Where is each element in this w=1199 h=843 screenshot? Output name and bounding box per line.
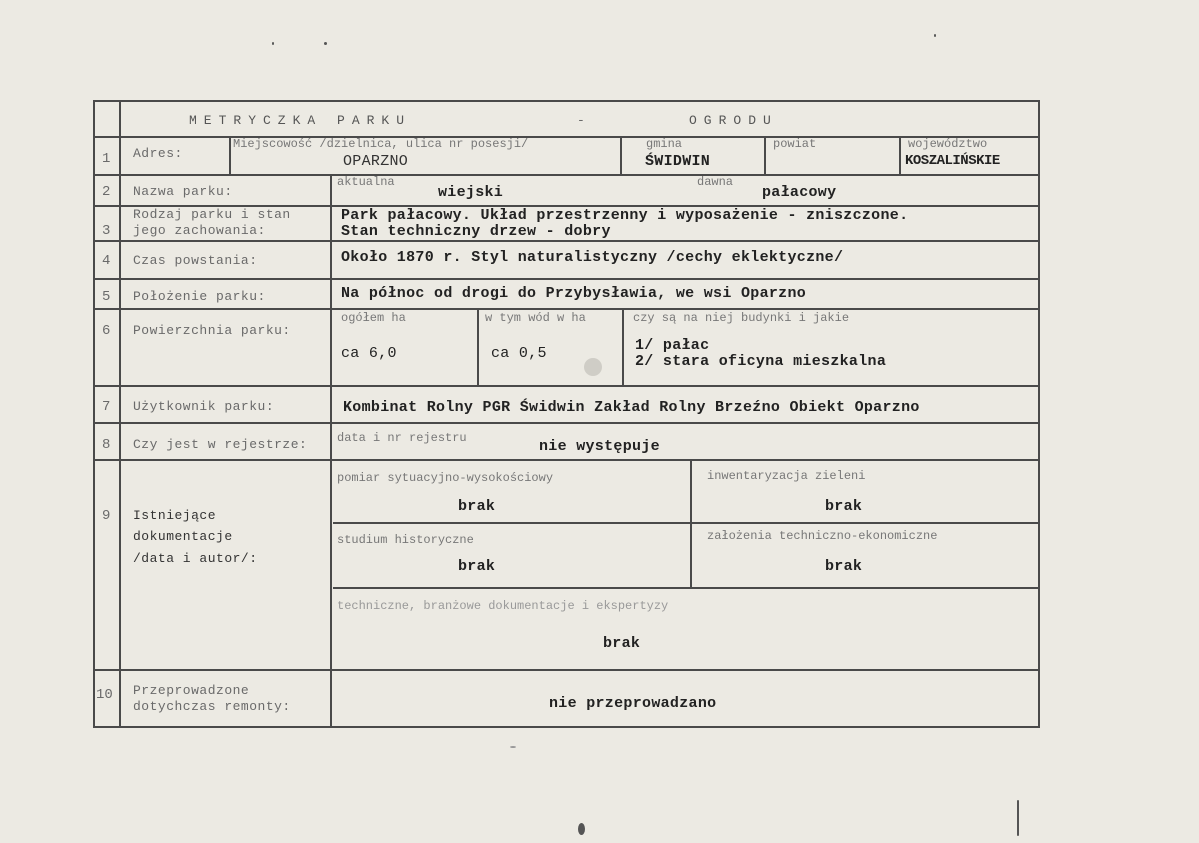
water-area-label: w tym wód w ha xyxy=(485,311,586,325)
former-name-value: pałacowy xyxy=(762,184,837,201)
commune-label: gmina xyxy=(646,137,683,151)
renovations-label: Przeprowadzone xyxy=(133,683,250,698)
former-name-label: dawna xyxy=(697,175,734,189)
voivodeship-value: KOSZALIŃSKIE xyxy=(905,153,1000,169)
rule xyxy=(622,308,624,385)
paper-speck xyxy=(272,42,274,45)
buildings-value: 2/ stara oficyna mieszkalna xyxy=(635,353,887,370)
row-number: 8 xyxy=(102,437,111,453)
rule xyxy=(333,522,1040,524)
rule xyxy=(119,100,121,728)
renovations-value: nie przeprowadzano xyxy=(549,695,717,712)
renovations-label: dotychczas remonty: xyxy=(133,699,291,714)
paper-speck xyxy=(324,42,327,45)
voivodeship-label: województwo xyxy=(908,137,988,151)
form-title-left: METRYCZKA PARKU xyxy=(189,113,412,128)
survey-value: brak xyxy=(458,498,496,515)
paper-speck xyxy=(934,34,936,37)
row-number: 5 xyxy=(102,289,111,305)
paper-speck xyxy=(578,823,585,835)
rule xyxy=(333,587,1040,589)
row-number: 3 xyxy=(102,223,111,239)
total-area-label: ogółem ha xyxy=(341,311,406,325)
register-number-label: data i nr rejestru xyxy=(337,431,467,445)
technical-economic-value: brak xyxy=(825,558,863,575)
rule xyxy=(620,136,622,174)
location-value: Na północ od drogi do Przybysławia, we wsi Oparzno xyxy=(341,285,807,302)
rule xyxy=(93,240,1040,242)
rule xyxy=(93,100,95,728)
rule xyxy=(330,174,332,728)
paper-speck xyxy=(584,358,602,376)
rule xyxy=(93,100,1040,102)
documentation-label: /data i autor/: xyxy=(133,551,258,566)
rule xyxy=(93,459,1040,461)
rule xyxy=(899,136,901,174)
row-number: 1 xyxy=(102,151,111,167)
locality-value: OPARZNO xyxy=(343,153,409,170)
commune-value: ŚWIDWIN xyxy=(645,153,711,170)
row-number: 7 xyxy=(102,399,111,415)
owner-value: Kombinat Rolny PGR Świdwin Zakład Rolny Brzeźno Obiekt Oparzno xyxy=(343,399,920,416)
paper-speck xyxy=(510,746,516,748)
rule xyxy=(229,136,231,174)
district-label: powiat xyxy=(773,137,817,151)
buildings-label: czy są na niej budynki i jakie xyxy=(633,311,850,325)
rule xyxy=(93,669,1040,671)
survey-label: pomiar sytuacyjno-wysokościowy xyxy=(337,471,554,485)
technical-docs-label: techniczne, branżowe dokumentacje i ekspertyzy xyxy=(337,599,669,613)
locality-label: Miejscowość /dzielnica, ulica nr posesji/ xyxy=(233,137,529,151)
park-type-label: Rodzaj parku i stan xyxy=(133,207,291,222)
rule xyxy=(93,174,1040,176)
technical-docs-value: brak xyxy=(603,635,641,652)
inventory-value: brak xyxy=(825,498,863,515)
register-label: Czy jest w rejestrze: xyxy=(133,437,308,452)
area-label: Powierzchnia parku: xyxy=(133,323,291,338)
current-name-value: wiejski xyxy=(438,184,504,201)
rule xyxy=(93,308,1040,310)
history-study-value: brak xyxy=(458,558,496,575)
rule xyxy=(1038,100,1040,728)
row-number: 9 xyxy=(102,508,111,524)
form-title-right: OGRODU xyxy=(689,113,778,128)
creation-time-value: Około 1870 r. Styl naturalistyczny /cechy eklektyczne/ xyxy=(341,249,844,266)
rule xyxy=(93,726,1040,728)
rule xyxy=(93,385,1040,387)
rule xyxy=(690,459,692,587)
register-value: nie występuje xyxy=(539,438,660,455)
park-type-label: jego zachowania: xyxy=(133,223,266,238)
paper-speck xyxy=(1017,800,1019,836)
creation-time-label: Czas powstania: xyxy=(133,253,258,268)
title-dash: - xyxy=(577,113,586,128)
park-record-form xyxy=(93,100,1040,728)
rule xyxy=(93,422,1040,424)
row-number: 4 xyxy=(102,253,111,269)
row-number: 6 xyxy=(102,323,111,339)
history-study-label: studium historyczne xyxy=(337,533,474,547)
water-area-value: ca 0,5 xyxy=(491,345,547,362)
technical-economic-label: założenia techniczno-ekonomiczne xyxy=(707,529,938,543)
buildings-value: 1/ pałac xyxy=(635,337,710,354)
park-type-value: Stan techniczny drzew - dobry xyxy=(341,223,611,240)
owner-label: Użytkownik parku: xyxy=(133,399,275,414)
location-label: Położenie parku: xyxy=(133,289,266,304)
park-type-value: Park pałacowy. Układ przestrzenny i wyposażenie - zniszczone. xyxy=(341,207,909,224)
total-area-value: ca 6,0 xyxy=(341,345,397,362)
rule xyxy=(477,308,479,385)
rule xyxy=(93,278,1040,280)
row-number: 2 xyxy=(102,184,111,200)
documentation-label: dokumentacje xyxy=(133,529,233,544)
current-name-label: aktualna xyxy=(337,175,395,189)
park-name-label: Nazwa parku: xyxy=(133,184,233,199)
address-label: Adres: xyxy=(133,146,183,161)
inventory-label: inwentaryzacja zieleni xyxy=(707,469,866,483)
row-number: 10 xyxy=(96,687,113,703)
documentation-label: Istniejące xyxy=(133,508,217,523)
rule xyxy=(764,136,766,174)
